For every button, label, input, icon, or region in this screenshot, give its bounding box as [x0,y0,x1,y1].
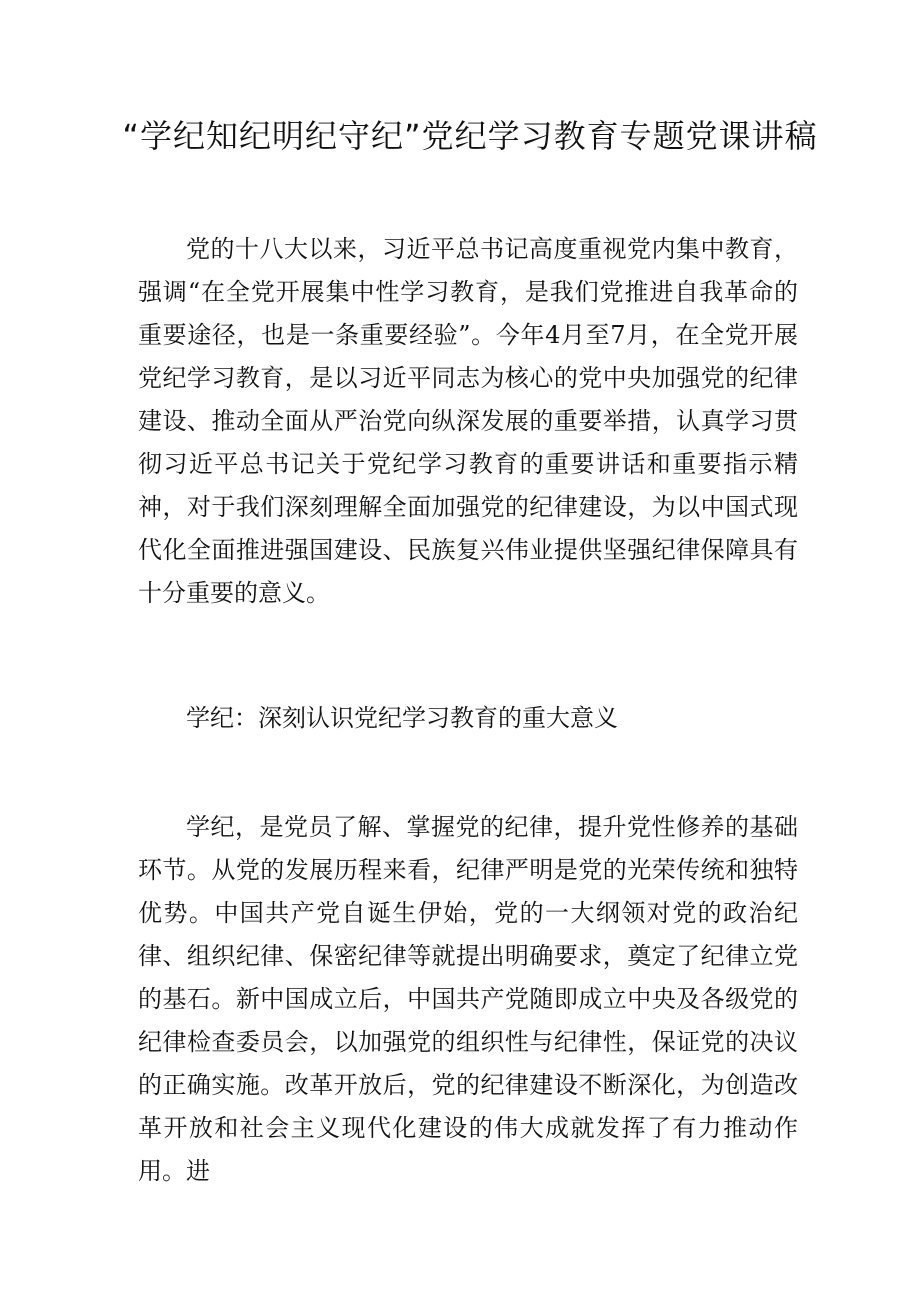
document-title: “学纪知纪明纪守纪”党纪学习教育专题党课讲稿 [122,117,818,155]
section-heading: 学纪：深刻认识党纪学习教育的重大意义 [186,704,618,732]
intro-paragraph: 党的十八大以来，习近平总书记高度重视党内集中教育，强调“在全党开展集中性学习教育，是我们党推进自我革命的重要途径，也是一条重要经验”。今年4月至7月，在全党开展党纪学习教育，是以习近平同志为核心的党中央加强党的纪律建设、推动全面从严治党向纵深发展的重要举措，认真学习贯彻习近平总书记关于党纪学习教育的重要讲话和重要指示精神，对于我们深刻理解全面加强党的纪律建设，为以中国式现代化全面推进强国建设、民族复兴伟业提供坚强纪律保障具有十分重要的意义。 [138,235,798,607]
body-paragraph: 学纪，是党员了解、掌握党的纪律，提升党性修养的基础环节。从党的发展历程来看，纪律严明是党的光荣传统和独特优势。中国共产党自诞生伊始，党的一大纲领对党的政治纪律、组织纪律、保密纪律等就提出明确要求，奠定了纪律立党的基石。新中国成立后，中国共产党随即成立中央及各级党的纪律检查委员会，以加强党的组织性与纪律性，保证党的决议的正确实施。改革开放后，党的纪律建设不断深化，为创造改革开放和社会主义现代化建设的伟大成就发挥了有力推动作用。进 [138,813,798,1185]
